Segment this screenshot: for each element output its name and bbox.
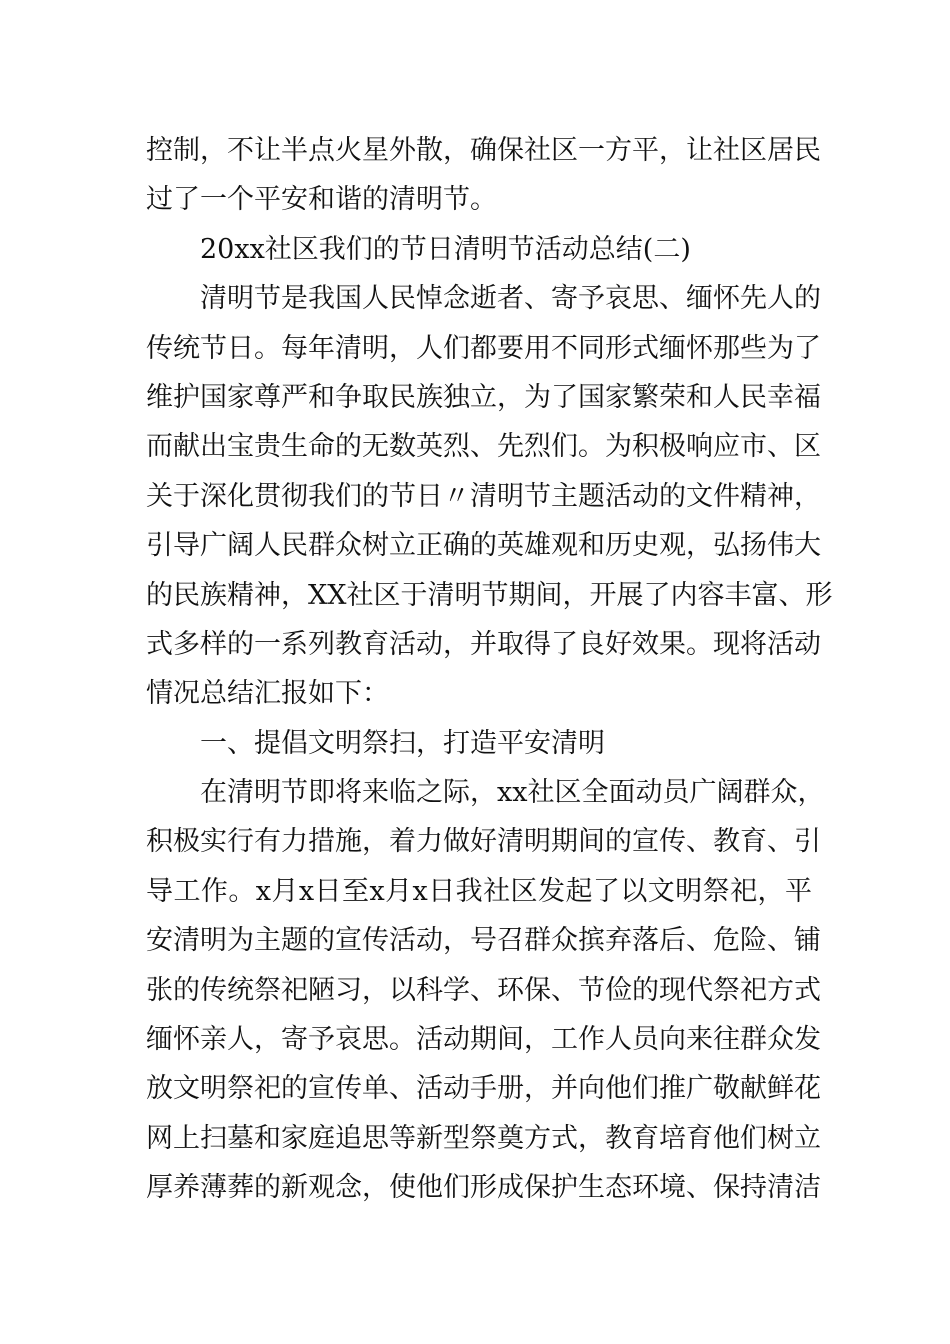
text-line: 传统节日。每年清明，人们都要用不同形式缅怀那些为了 xyxy=(146,332,821,364)
text-line: 网上扫墓和家庭追思等新型祭奠方式，教育培育他们树立 xyxy=(146,1122,821,1154)
section-heading: 20xx社区我们的节日清明节活动总结(二) xyxy=(200,233,691,265)
text-line: 缅怀亲人，寄予哀思。活动期间，工作人员向来往群众发 xyxy=(146,1024,821,1056)
text-line: 厚养薄葬的新观念，使他们形成保护生态环境、保持清洁 xyxy=(146,1172,821,1204)
text-line: 安清明为主题的宣传活动，号召群众摈弃落后、危险、铺 xyxy=(146,925,821,957)
text-line: 积极实行有力措施，着力做好清明期间的宣传、教育、引 xyxy=(146,826,821,858)
text-line: 控制，不让半点火星外散，确保社区一方平，让社区居民 xyxy=(146,135,821,166)
document-body xyxy=(146,126,833,1213)
text-line: 关于深化贯彻我们的节日〃清明节主题活动的文件精神， xyxy=(146,480,821,512)
text-line: 导工作。x月x日至x月x日我社区发起了以文明祭祀，平 xyxy=(146,875,812,907)
text-line: 在清明节即将来临之际，xx社区全面动员广阔群众， xyxy=(200,777,825,809)
text-line: 而献出宝贵生命的无数英烈、先烈们。为积极响应市、区 xyxy=(146,431,821,463)
text-line: 情况总结汇报如下： xyxy=(146,678,389,710)
text-line: 引导广阔人民群众树立正确的英雄观和历史观，弘扬伟大 xyxy=(146,530,821,562)
text-line: 张的传统祭祀陋习，以科学、环保、节俭的现代祭祀方式 xyxy=(146,974,821,1006)
text-line: 的民族精神，XX社区于清明节期间，开展了内容丰富、形 xyxy=(146,579,833,611)
subsection-heading: 一、提倡文明祭扫，打造平安清明 xyxy=(200,727,605,759)
text-line: 过了一个平安和谐的清明节。 xyxy=(146,184,497,216)
text-line: 维护国家尊严和争取民族独立，为了国家繁荣和人民幸福 xyxy=(146,381,821,413)
text-line: 清明节是我国人民悼念逝者、寄予哀思、缅怀先人的 xyxy=(200,283,821,315)
text-line: 式多样的一系列教育活动，并取得了良好效果。现将活动 xyxy=(146,628,821,660)
text-line: 放文明祭祀的宣传单、活动手册，并向他们推广敬献鲜花 xyxy=(146,1073,821,1105)
